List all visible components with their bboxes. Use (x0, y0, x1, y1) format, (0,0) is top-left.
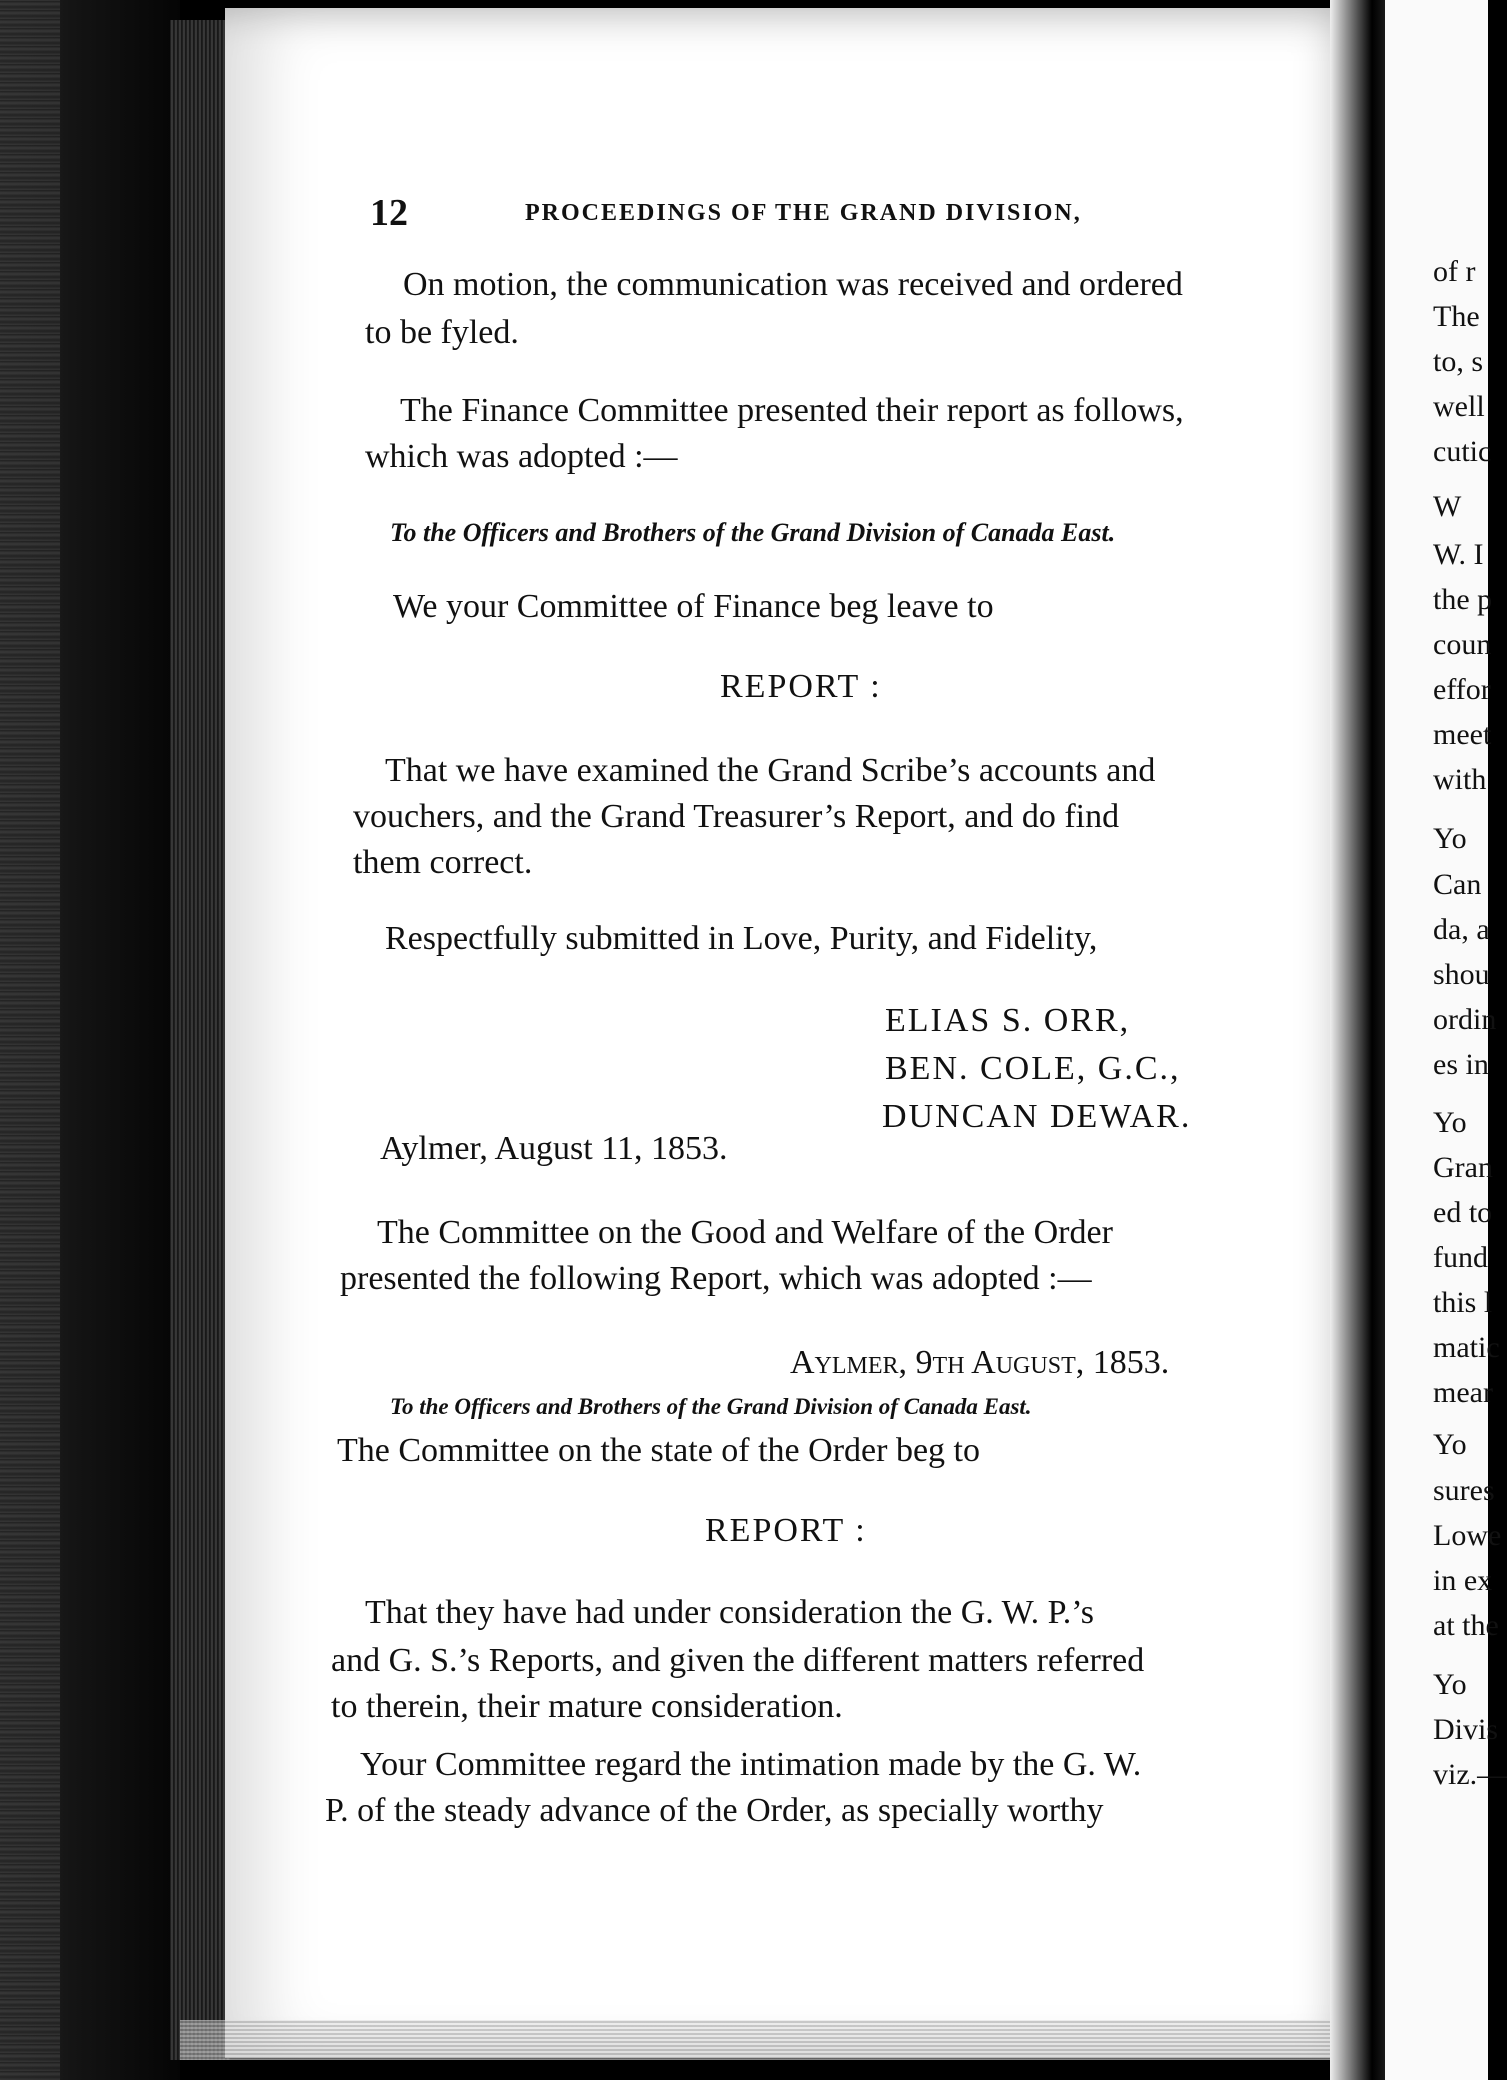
facing-line: es in (1433, 1048, 1489, 1081)
facing-line: W (1433, 490, 1462, 523)
signature-line: DUNCAN DEWAR. (882, 1098, 1192, 1135)
facing-page (1385, 0, 1507, 2080)
facing-line: sures (1433, 1474, 1495, 1507)
facing-line: with (1433, 763, 1487, 796)
facing-line: at the (1433, 1609, 1499, 1642)
facing-line: viz.— (1433, 1758, 1507, 1791)
paragraph-line: to be fyled. (365, 314, 519, 351)
page-bottom-edge (180, 2020, 1420, 2060)
binding-texture (0, 0, 60, 2080)
facing-line: ordin (1433, 1003, 1497, 1036)
facing-line: Yo (1433, 1428, 1467, 1461)
address-heading: To the Officers and Brothers of the Grand Division of Canada East. (390, 1394, 1032, 1419)
facing-line: of r (1433, 255, 1476, 288)
dateline: Aylmer, 9th August, 1853. (790, 1344, 1170, 1381)
facing-line: Yo (1433, 1668, 1467, 1701)
paragraph-line: That they have had under consideration the G. W. P.’s (365, 1594, 1094, 1631)
paragraph-line: The Finance Committee presented their report as follows, (400, 392, 1184, 429)
report-heading: REPORT : (720, 668, 882, 705)
facing-line: Divis (1433, 1713, 1499, 1746)
facing-line: well (1433, 390, 1485, 423)
facing-line: Yo (1433, 1106, 1467, 1139)
address-heading: To the Officers and Brothers of the Grand Division of Canada East. (390, 518, 1116, 547)
facing-line: coun (1433, 628, 1492, 661)
facing-line: meet (1433, 718, 1492, 751)
facing-line: in ex (1433, 1564, 1493, 1597)
page-edges (170, 20, 230, 2060)
facing-line: matic (1433, 1331, 1500, 1364)
running-title: PROCEEDINGS OF THE GRAND DIVISION, (525, 200, 1082, 226)
paragraph-line: On motion, the communication was received and ordered (403, 266, 1183, 303)
paragraph-line: which was adopted :— (365, 438, 678, 475)
facing-line: shou (1433, 958, 1490, 991)
facing-line: mear (1433, 1376, 1493, 1409)
facing-line: this l (1433, 1286, 1493, 1319)
book-gutter (1330, 0, 1390, 2080)
paragraph-line: Respectfully submitted in Love, Purity, and Fidelity, (385, 920, 1098, 957)
paragraph-line: presented the following Report, which was adopted :— (340, 1260, 1092, 1297)
facing-line: Can (1433, 868, 1482, 901)
dateline: Aylmer, August 11, 1853. (380, 1130, 728, 1167)
facing-line: effor (1433, 673, 1491, 706)
paragraph-line: P. of the steady advance of the Order, as specially worthy (325, 1792, 1104, 1829)
facing-line: The (1433, 300, 1480, 333)
paragraph-line: We your Committee of Finance beg leave to (393, 588, 994, 625)
facing-line: fund (1433, 1241, 1488, 1274)
facing-line: Gran (1433, 1151, 1493, 1184)
paragraph-line: vouchers, and the Grand Treasurer’s Report, and do find (353, 798, 1120, 835)
paragraph-line: and G. S.’s Reports, and given the different matters referred (331, 1642, 1145, 1679)
facing-line: ed to (1433, 1196, 1493, 1229)
paragraph-line: That we have examined the Grand Scribe’s accounts and (385, 752, 1156, 789)
facing-line: to, s (1433, 345, 1484, 378)
signature-line: BEN. COLE, G.C., (885, 1050, 1181, 1087)
paragraph-line: The Committee on the state of the Order beg to (337, 1432, 980, 1469)
main-page (225, 8, 1365, 2058)
paragraph-line: them correct. (353, 844, 533, 881)
paragraph-line: Your Committee regard the intimation made by the G. W. (360, 1746, 1142, 1783)
facing-line: the p (1433, 583, 1493, 616)
paragraph-line: to therein, their mature consideration. (331, 1688, 843, 1725)
facing-line: da, a (1433, 913, 1490, 946)
facing-line: Lowe (1433, 1519, 1502, 1552)
paragraph-line: The Committee on the Good and Welfare of the Order (377, 1214, 1113, 1251)
signature-line: ELIAS S. ORR, (885, 1002, 1131, 1039)
facing-line: cutic (1433, 435, 1492, 468)
facing-line: Yo (1433, 822, 1467, 855)
facing-line: W. I (1433, 538, 1484, 571)
page-number: 12 (370, 192, 408, 234)
report-heading: REPORT : (705, 1512, 867, 1549)
